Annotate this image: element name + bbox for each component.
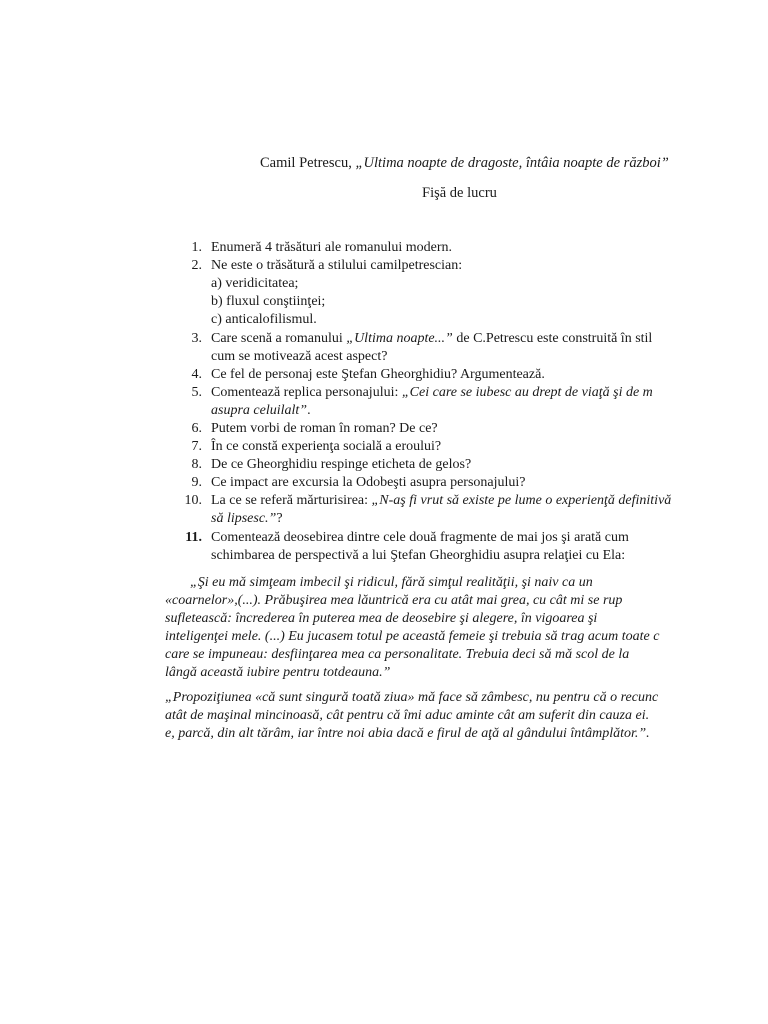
question-text: În ce constă experienţa socială a eroului? — [211, 439, 442, 454]
question-text-part: . — [307, 403, 311, 418]
fragment-line: sufletească: încrederea în puterea mea de deosebire şi alegere, în vigoarea şi — [165, 611, 598, 626]
fragment-line: «coarnelor»,(...). Prăbuşirea mea lăuntrică era cu atât mai grea, cu cât mi se rup — [165, 593, 623, 608]
question-text: Ce fel de personaj este Ştefan Gheorghidiu? Argumentează. — [211, 367, 545, 382]
question-number: 2. — [191, 258, 202, 273]
question-text: Ce impact are excursia la Odobeşti asupra personajului? — [211, 475, 526, 490]
question-number: 6. — [191, 421, 202, 436]
question-text — [211, 330, 652, 348]
answer-option: b) fluxul conştiinţei; — [211, 294, 326, 309]
document-title — [260, 154, 669, 172]
fragment-line: „Şi eu mă simţeam imbecil şi ridicul, fără simţul realităţii, şi naiv ca un — [190, 575, 593, 590]
question-number: 8. — [191, 457, 202, 472]
fragment-line: atât de maşinal mincinoasă, cât pentru că îmi aduc aminte cât am suferit din cauza ei. — [165, 708, 650, 723]
fragment-line: „Propoziţiunea «că sunt singură toată ziua» mă face să zâmbesc, nu pentru că o recunc — [165, 690, 659, 705]
question-text: Ne este o trăsătură a stilului camilpetrescian: — [211, 258, 463, 273]
question-number: 3. — [191, 331, 202, 346]
question-text-part: La ce se referă mărturisirea: — [211, 493, 372, 508]
question-text-part: Care scenă a romanului — [211, 331, 347, 346]
question-quote: „N-aş fi vrut să existe pe lume o experienţă definitivă — [371, 493, 672, 508]
fragment-line: care se impuneau: desfiinţarea mea ca personalitate. Trebuia deci să mă scol de la — [165, 647, 630, 662]
fragment-line: e, parcă, din alt tărâm, iar între noi abia dacă e firul de aţă al gândului întâmplător.”. — [165, 726, 650, 741]
fragment-line: inteligenţei mele. (...) Eu jucasem totul pe această femeie şi trebuia să trag acum toate c — [165, 629, 660, 644]
fragment-line: lângă această iubire pentru totdeauna.” — [165, 665, 391, 680]
author-name: Camil Petrescu, — [260, 155, 356, 171]
question-text-part: de C.Petrescu este construită în stil — [452, 331, 653, 346]
question-text-part: ? — [276, 511, 283, 526]
question-number: 9. — [191, 475, 202, 490]
novel-title: „Ultima noapte de dragoste, întâia noapte de război” — [355, 155, 669, 171]
question-text: Comentează deosebirea dintre cele două fragmente de mai jos şi arată cum — [211, 530, 629, 545]
question-quote: „Ultima noapte...” — [346, 331, 453, 346]
question-text-part: Comentează replica personajului: — [211, 385, 402, 400]
question-text: De ce Gheorghidiu respinge eticheta de gelos? — [211, 457, 472, 472]
answer-option: a) veridicitatea; — [211, 276, 299, 291]
question-text — [211, 492, 671, 510]
question-text-continued — [211, 510, 283, 528]
document-subtitle: Fişă de lucru — [422, 185, 497, 201]
question-number: 4. — [191, 367, 202, 382]
question-quote: asupra celuilalt” — [211, 403, 308, 418]
question-number: 11. — [185, 530, 202, 545]
question-number: 10. — [184, 493, 202, 508]
question-number: 5. — [191, 385, 202, 400]
question-text: Enumeră 4 trăsături ale romanului modern. — [211, 240, 453, 255]
question-text — [211, 384, 653, 402]
question-text-continued: schimbarea de perspectivă a lui Ştefan Gheorghidiu asupra relaţiei cu Ela: — [211, 548, 626, 563]
question-text-continued: cum se motivează acest aspect? — [211, 349, 388, 364]
question-text-continued — [211, 402, 311, 420]
question-text: Putem vorbi de roman în roman? De ce? — [211, 421, 438, 436]
question-number: 1. — [191, 240, 202, 255]
question-quote: să lipsesc.” — [211, 511, 277, 526]
answer-option: c) anticalofilismul. — [211, 312, 317, 327]
question-number: 7. — [191, 439, 202, 454]
question-quote: „Cei care se iubesc au drept de viaţă şi de m — [401, 385, 653, 400]
